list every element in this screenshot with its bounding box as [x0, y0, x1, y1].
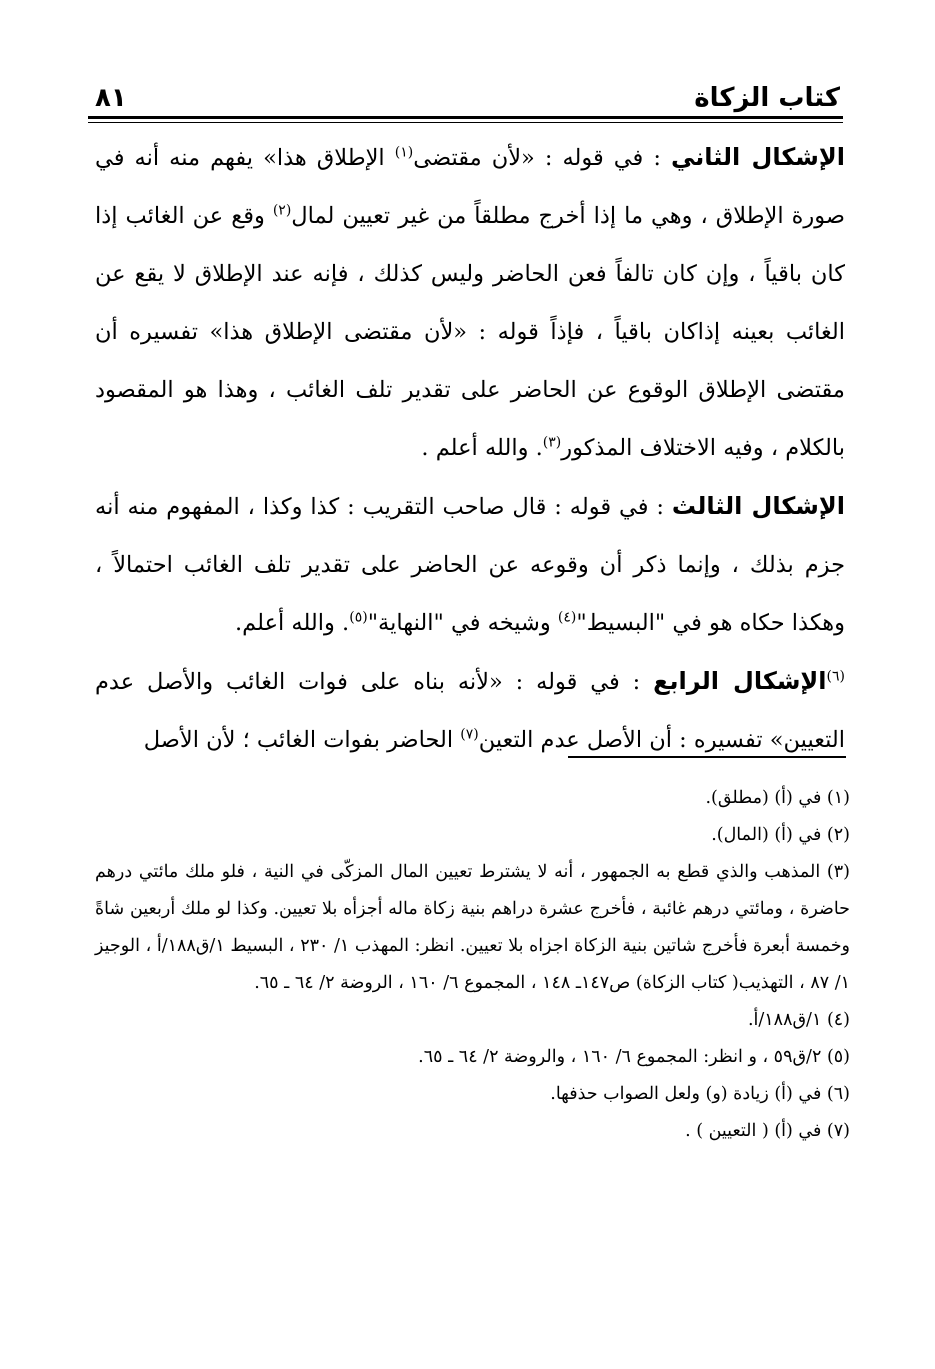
- footnote-4: (٤) ١/ق١٨٨/أ.: [747, 1010, 850, 1030]
- paragraph-text: الحاضر بفوات الغائب ؛ لأن الأصل: [143, 727, 461, 753]
- paragraph-text: الإطلاق هذا» يفهم منه أنه في صورة الإطلاق ، وهي ما إذا أخرج مطلقاً من غير تعيين لمال: [95, 145, 845, 229]
- running-title: كتاب الزكاة: [694, 83, 840, 113]
- paragraph-heading: الإشكال الرابع: [653, 667, 827, 695]
- paragraph-text: : في قوله : «لأن مقتضى: [413, 145, 671, 171]
- footnote-ref: (٦): [826, 668, 845, 685]
- paragraph-third-problem: [95, 477, 845, 652]
- page-number: ٨١: [95, 83, 127, 113]
- paragraph-heading: الإشكال الثاني: [670, 143, 845, 171]
- paragraph-text: . والله أعلم .: [421, 435, 543, 461]
- paragraph-text: : في قوله : «لأنه بناه على فوات الغائب والأصل عدم التعيين» تفسيره : أن الأصل عدم التعين: [95, 669, 845, 753]
- footnote-ref: (١): [394, 144, 414, 161]
- paragraph-text: . والله أعلم.: [235, 610, 350, 636]
- footnote-separator: [568, 756, 846, 758]
- footnote-ref: (٥): [349, 609, 368, 626]
- paragraph-text: : في قوله : قال صاحب التقريب : كذا وكذا ، المفهوم منه أنه جزم بذلك ، وإنما ذكر أن وقوعه عن الحاضر على تقدير تلف الغائب احتمالاً ، وهكذا حكاه هو في "البسيط": [95, 494, 845, 636]
- main-text: [95, 128, 845, 769]
- header-rule-thick: [88, 116, 843, 119]
- paragraph-text: وقع عن الغائب إذا كان باقياً ، وإن كان تالفاً فعن الحاضر وليس كذلك ، فإنه عند الإطلاق لا يقع عن الغائب بعينه إذاكان باقياً ، فإذاً قوله : «لأن مقتضى الإطلاق هذا» تفسيره أن مقتضى الإطلاق الوقوع عن الحاضر على تقدير تلف الغائب ، وهذا هو المقصود بالكلام ، وفيه الاختلاف المذكور: [95, 203, 845, 461]
- footnote-7: (٧) في (أ) ( التعيين ) .: [685, 1121, 850, 1141]
- footnote-1: (١) في (أ) (مطلق).: [705, 788, 850, 808]
- footnote-2: (٢) في (أ) (المال).: [711, 825, 850, 845]
- page-header: [95, 70, 840, 114]
- footnote-3: (٣) المذهب والذي قطع به الجمهور ، أنه لا يشترط تعيين المال المزكّى في النية ، فلو ملك مائتي درهم حاضرة ، ومائتي درهم غائبة ، فأخرج عشرة دراهم بنية زكاة ماله أجزأه بلا تعيين. وكذا لو ملك أربعين شاةً وخمسة أبعرة فأخرج شاتين بنية الزكاة اجزاه بلا تعيين. انظر: المهذب ١/ ٢٣٠ ، البسيط ١/ق١٨٨/أ ، الوجيز ١/ ٨٧ ، التهذيب( كتاب الزكاة) ص١٤٧ـ ١٤٨ ، المجموع ٦/ ١٦٠ ، الروضة ٢/ ٦٤ ـ ٦٥.: [95, 862, 850, 993]
- footnote-ref: (٢): [272, 202, 292, 219]
- footnotes: [95, 780, 850, 1150]
- footnote-ref: (٣): [542, 434, 562, 451]
- footnote-5: (٥) ٢/ق٥٩ ، و انظر: المجموع ٦/ ١٦٠ ، والروضة ٢/ ٦٤ ـ ٦٥.: [418, 1047, 850, 1067]
- paragraph-second-problem: [95, 128, 845, 477]
- paragraph-fourth-problem: [95, 652, 845, 769]
- paragraph-heading: الإشكال الثالث: [671, 492, 845, 520]
- footnote-6: (٦) في (أ) زيادة (و) ولعل الصواب حذفها.: [550, 1084, 850, 1104]
- footnote-ref: (٧): [460, 726, 479, 743]
- header-rule-thin: [88, 122, 843, 123]
- footnote-ref: (٤): [557, 609, 577, 626]
- paragraph-text: وشيخه في "النهاية": [367, 610, 558, 636]
